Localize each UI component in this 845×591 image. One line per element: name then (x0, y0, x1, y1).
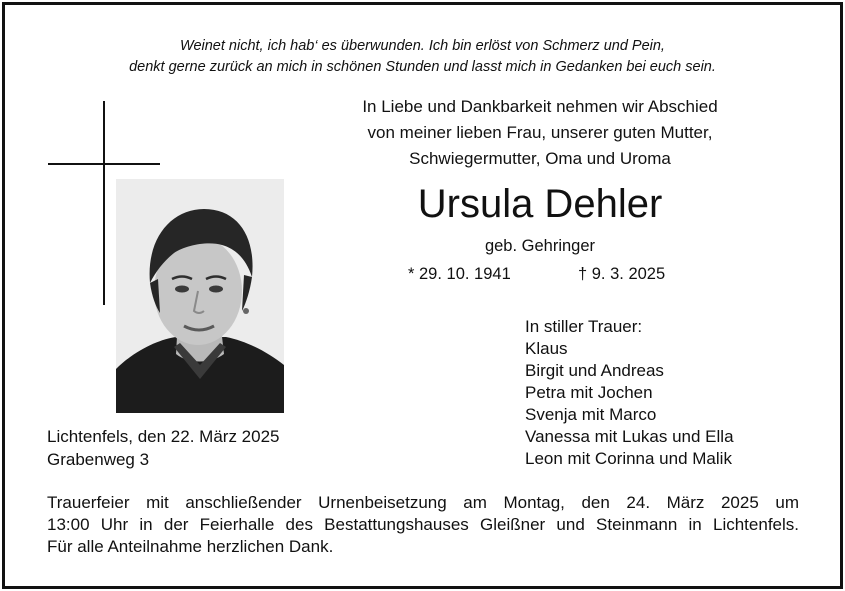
closing-line: 13:00 Uhr in der Feierhalle des Bestattungshauses Gleißner und Steinmann in Lichtenfels. (47, 515, 799, 534)
intro-line: von meiner lieben Frau, unserer guten Mutter, (367, 123, 713, 142)
intro-line: Schwiegermutter, Oma und Uroma (409, 149, 671, 168)
portrait-photo (116, 179, 284, 413)
mourner-name: Leon mit Corinna und Malik (525, 449, 732, 468)
mourners-list (525, 316, 734, 470)
cross-horizontal-bar (48, 163, 160, 165)
mourners-heading: In stiller Trauer: (525, 317, 643, 336)
deceased-name: Ursula Dehler (417, 182, 663, 226)
death-date: † 9. 3. 2025 (578, 265, 666, 283)
funeral-announcement (47, 492, 799, 558)
portrait-illustration (116, 179, 284, 413)
closing-line: Trauerfeier mit anschließender Urnenbeisetzung am Montag, den 24. März 2025 um (47, 493, 799, 512)
place-date: Lichtenfels, den 22. März 2025 (47, 427, 280, 446)
address: Grabenweg 3 (47, 450, 150, 469)
birth-date: * 29. 10. 1941 (408, 265, 511, 283)
mourner-name: Svenja mit Marco (525, 405, 657, 424)
closing-line: Für alle Anteilnahme herzlichen Dank. (47, 537, 334, 556)
mourner-name: Birgit und Andreas (525, 361, 664, 380)
mourner-name: Klaus (525, 339, 568, 358)
place-and-address (47, 425, 279, 471)
cross-vertical-bar (103, 101, 105, 305)
poem-line: denkt gerne zurück an mich in schönen Stunden und lasst mich in Gedanken bei euch sein. (129, 59, 716, 75)
farewell-intro (300, 94, 780, 172)
maiden-name: geb. Gehringer (484, 237, 596, 255)
mourner-name: Petra mit Jochen (525, 383, 653, 402)
mourner-name: Vanessa mit Lukas und Ella (525, 427, 734, 446)
intro-line: In Liebe und Dankbarkeit nehmen wir Abschied (362, 97, 718, 116)
poem-verse (40, 36, 805, 78)
poem-line: Weinet nicht, ich hab‘ es überwunden. Ich bin erlöst von Schmerz und Pein, (180, 38, 665, 54)
